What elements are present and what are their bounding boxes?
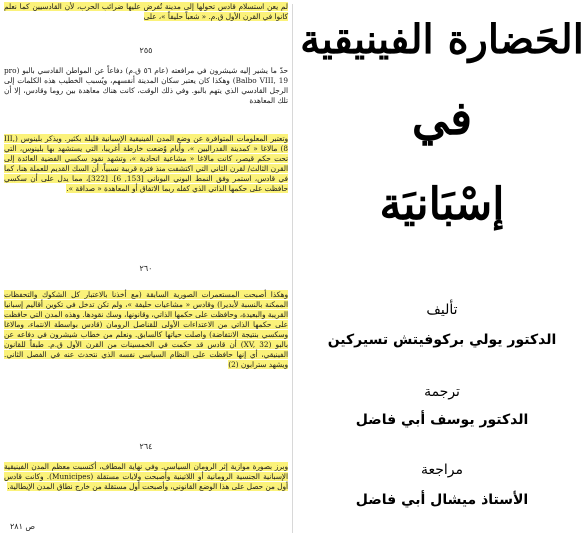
column-divider [292,4,293,533]
paragraph-3 [4,134,288,194]
author-label: تأليف [426,302,458,318]
page-number-260: ٢٦٠ [139,264,153,273]
highlighted-text: وهكذا أصبحت المستعمرات الصورية السابقة (مع أخذنا بالاعتبار كل الشكوك والتحفظات الممكنة بالنسبة لأبديرا) وقادس « مشاعيات حليفة »، ولم تكن تدخل في تكوين أقاليم إسبانيا القريبة والبعيدة، وحافظت على حكمها الذاتي، وقانونها، وسك نقودها. وهذه المدن التي حافظت على حكمها الذاتي من الاعتداءات الأولى للقناصل الرومان (قادس بواسطة الانتماء، ومالاغا وسكسي بنتيجة الانتفاضة) واصلت حياتها كالسابق. ونعلم من خطاب شيشرون في دفاعه عن بالبو (XV, 32) أن قادس قد حكمت في الخمسينات من القرن الأول ق.م. طبقاً للقانون الفينيقي، أي إنها حافظت على النظام السياسي نفسه الذي نتحدث عنه في الفصل الثاني. ويشهد سترابون (2) [4,290,288,369]
book-title-line-3: إسْبَانيَة [379,179,505,230]
reviewer-name: الأستاذ ميشال أبي فاضل [355,492,529,508]
book-title-line-1: الحَضارة الفينيقية [300,16,584,63]
paragraph-4 [4,290,288,370]
review-label: مراجعة [420,462,464,478]
highlighted-text: لم يعن استسلام قادس تحولها إلى مدينة تُفرض عليها ضرائب الحرب، لأن القادسيين كما نعلم كانوا في القرن الأول ق.م. « شعباً حليفاً »، على [4,2,288,21]
author-name: الدكتور يولي بركوفيتش تسيركين [327,332,557,348]
title-page [300,0,584,537]
page-number-264: ٢٦٤ [139,442,153,451]
translator-name: الدكتور يوسف أبي فاضل [355,412,529,428]
page-number-255: ٢٥٥ [139,46,153,55]
page-reference: ص ٢٨١ [10,522,36,531]
paragraph-2: حدّ ما يشير إليه شيشرون في مرافعته (عام ٥٦ ق.م) دفاعاً عن المواطن القادسي بالبو (pro Balbo VIII, 19) وهكذا كان يعتبر سكان المدينة أنفسهم، ويُسبب الخطيب هذه الكلمات إلى الرجل القادسي الذي يتهم بالبو. وفي ذلك الوقت، كانت هناك معاهدة بين روما وقادس، إلا أن تلك المعاهدة [4,66,288,105]
translation-label: ترجمة [424,384,460,400]
scanned-book-page [4,0,288,537]
book-title-line-2: في [411,91,473,145]
paragraph-5 [4,462,288,492]
highlighted-text: وبرز بصورة موازية إثر الرومان السياسي. وفي نهاية المطاف، أكتسبت معظم المدن الفينيقية الإسبانية الجنسية الرومانية أو اللاتينية وأصبحت ولايات مستقلة (Municipes). وكانت قادس أول من حصل على هذا الوضع القانوني، وأصبحت أول مستقلة من خارج نطاق المدن الإيطالية. [4,462,288,491]
top-paragraph [4,2,288,22]
highlighted-text: وتعتبر المعلومات المتوافرة عن وضع المدن الفينيقية الإسبانية قليلة بكثير. ويذكر بلينوس (III, 8) مالاغا « كمدينة الفدراليين »، وأيام وُضعت خارطة أغريبا، التي يستشهد بها بلينوس، التي تحت حكم قيصر، كانت مالاغا « مشاعية اتحادية »، وتشهد نقود سكسي الفضية العائدة إلى القرن الثالث/ لقرن الثاني التي اكتشفت منذ فترة قريبة نسبياً، أن السك القديم للعملة هنا، كما في قادس، استمر وفق النمط البوني اليوناني [153, 6]. [322]، مما يدل على أن سكسي حافظت على حكمها الذاتي الذي كفله ربما الاتفاق أو المعاهدة « صداقة ». [4,134,288,193]
